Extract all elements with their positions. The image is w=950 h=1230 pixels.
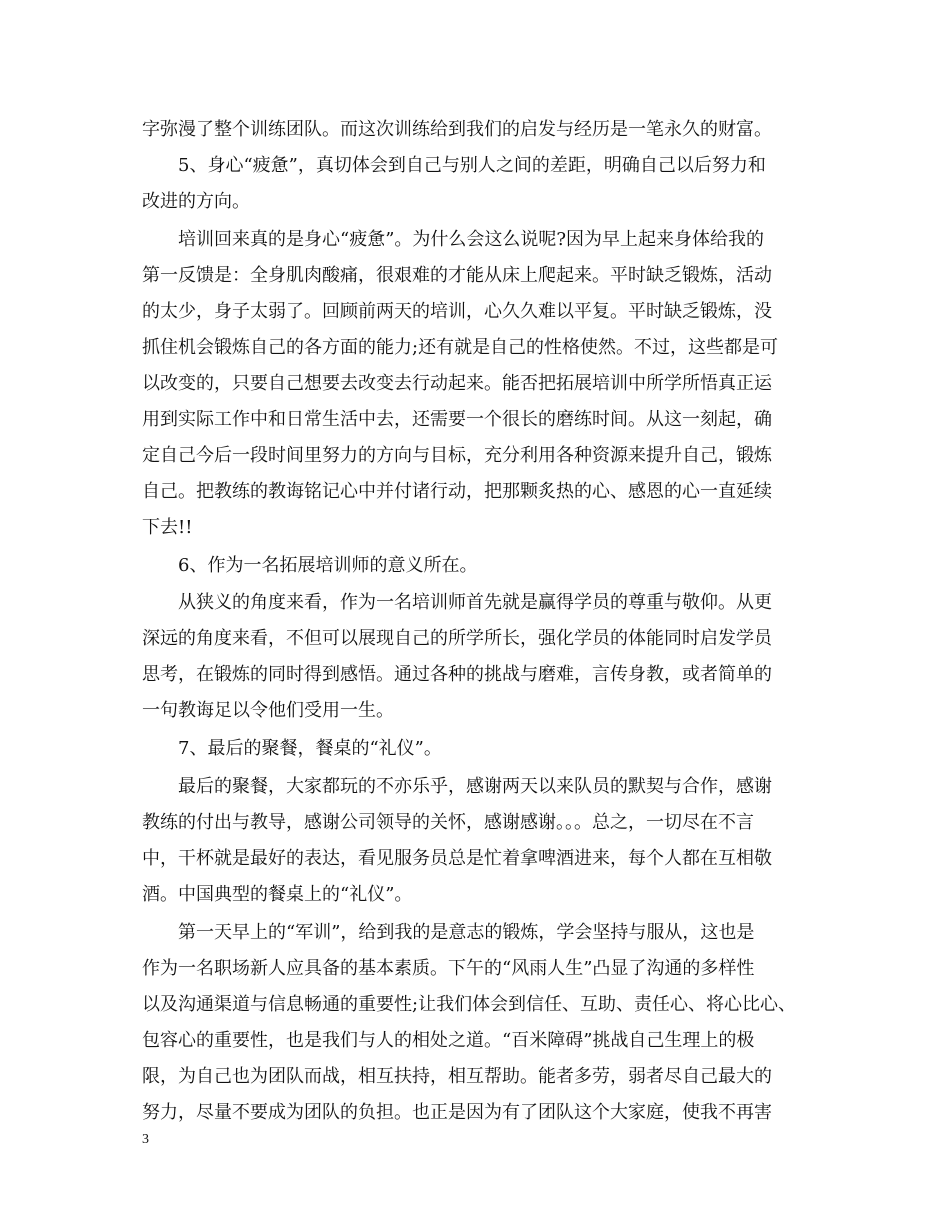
text-line: 下去!! bbox=[142, 517, 193, 538]
text-line: 作为一名职场新人应具备的基本素质。下午的“风雨人生”凸显了沟通的多样性 bbox=[142, 958, 755, 979]
section-heading-6: 6、作为一名拓展培训师的意义所在。 bbox=[178, 555, 478, 576]
text-line: 酒。中国典型的餐桌上的“礼仪”。 bbox=[142, 884, 413, 905]
text-line: 包容心的重要性，也是我们与人的相处之道。“百米障碍”挑战自己生理上的极 bbox=[142, 1030, 755, 1051]
text-line: 自己。把教练的教诲铭记心中并付诸行动，把那颗炙热的心、感恩的心一直延续 bbox=[142, 481, 772, 502]
text-line: 以改变的，只要自己想要去改变去行动起来。能否把拓展培训中所学所悟真正运 bbox=[142, 373, 772, 394]
page-number: 3 bbox=[142, 1132, 149, 1147]
text-line: 以及沟通渠道与信息畅通的重要性;让我们体会到信任、互助、责任心、将心比心、 bbox=[142, 994, 797, 1015]
paragraph-start: 从狭义的角度来看，作为一名培训师首先就是赢得学员的尊重与敬仰。从更 bbox=[178, 592, 772, 613]
paragraph-start: 最后的聚餐，大家都玩的不亦乐乎，感谢两天以来队员的默契与合作，感谢 bbox=[178, 776, 772, 797]
text-line: 中，干杯就是最好的表达，看见服务员总是忙着拿啤酒进来，每个人都在互相敬 bbox=[142, 848, 772, 869]
paragraph-start: 第一天早上的“军训”，给到我的是意志的锻炼，学会坚持与服从，这也是 bbox=[178, 922, 755, 943]
section-heading-5: 5、身心“疲惫”，真切体会到自己与别人之间的差距，明确自己以后努力和 bbox=[178, 155, 766, 176]
text-line: 思考，在锻炼的同时得到感悟。通过各种的挑战与磨难，言传身教，或者简单的 bbox=[142, 664, 772, 685]
text-line: 字弥漫了整个训练团队。而这次训练给到我们的启发与经历是一笔永久的财富。 bbox=[142, 119, 772, 140]
text-line: 改进的方向。 bbox=[142, 191, 250, 212]
text-line: 的太少，身子太弱了。回顾前两天的培训，心久久难以平复。平时缺乏锻炼，没 bbox=[142, 301, 772, 322]
section-heading-7: 7、最后的聚餐，餐桌的“礼仪”。 bbox=[178, 738, 442, 759]
paragraph-start: 培训回来真的是身心“疲惫”。为什么会这么说呢?因为早上起来身体给我的 bbox=[178, 229, 765, 250]
text-line: 定自己今后一段时间里努力的方向与目标，充分利用各种资源来提升自己，锻炼 bbox=[142, 445, 772, 466]
text-line: 第一反馈是：全身肌肉酸痛，很艰难的才能从床上爬起来。平时缺乏锻炼，活动 bbox=[142, 265, 772, 286]
text-line: 努力，尽量不要成为团队的负担。也正是因为有了团队这个大家庭，使我不再害 bbox=[142, 1102, 772, 1123]
text-line: 用到实际工作中和日常生活中去，还需要一个很长的磨练时间。从这一刻起，确 bbox=[142, 409, 772, 430]
text-line: 限，为自己也为团队而战，相互扶持，相互帮助。能者多劳，弱者尽自己最大的 bbox=[142, 1066, 772, 1087]
text-line: 深远的角度来看，不但可以展现自己的所学所长，强化学员的体能同时启发学员 bbox=[142, 628, 772, 649]
text-line: 一句教诲足以令他们受用一生。 bbox=[142, 700, 394, 721]
text-line: 抓住机会锻炼自己的各方面的能力;还有就是自己的性格使然。不过，这些都是可 bbox=[142, 337, 779, 358]
text-line: 教练的付出与教导，感谢公司领导的关怀，感谢感谢。。。总之，一切尽在不言 bbox=[142, 812, 754, 833]
